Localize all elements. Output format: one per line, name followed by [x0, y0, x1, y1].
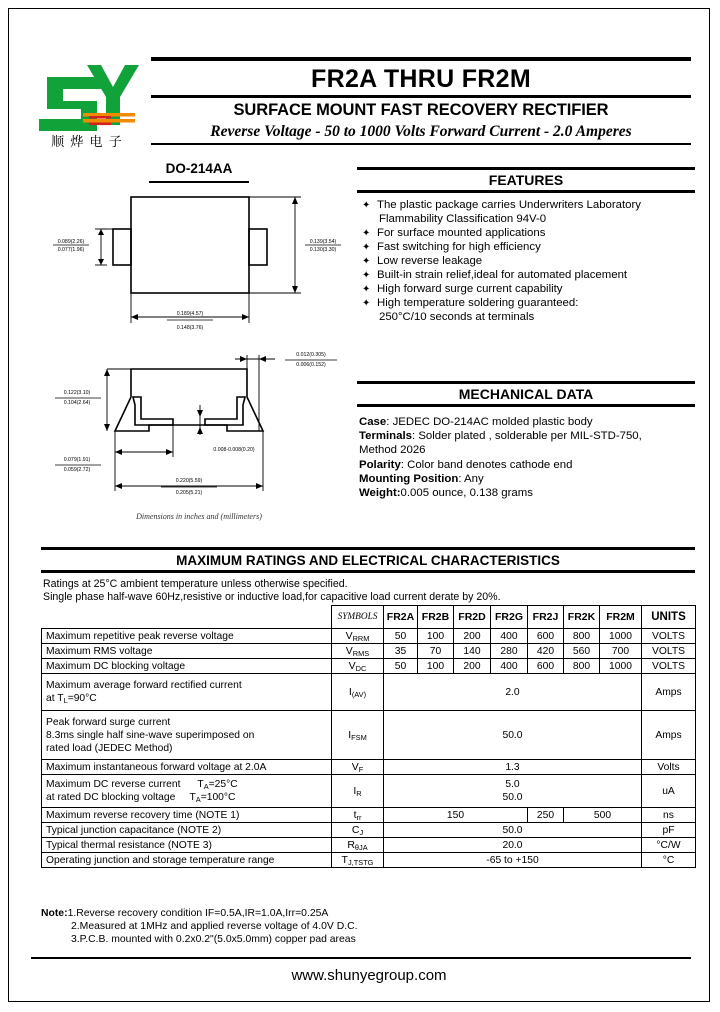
cell-value-span: 2.0: [384, 674, 642, 711]
ratings-conditions: [41, 573, 695, 608]
dim-bottom-lower: 0.148(3.76): [176, 325, 204, 331]
logo-chinese-name: 顺 烨 电 子: [51, 135, 123, 150]
ratings-condition-line1: Ratings at 25°C ambient temperature unless otherwise specified.: [43, 578, 348, 590]
table-row: [42, 711, 696, 760]
row-symbol: $I_R$: [332, 775, 384, 808]
mech-label: Case: [359, 416, 387, 428]
cell-value: 400: [491, 629, 528, 644]
cell-value-trr-group2: 250: [528, 808, 564, 823]
mech-value: Solder plated , solderable per MIL-STD-750,: [418, 430, 642, 443]
feature-item: [361, 297, 695, 324]
row-desc-line1: Peak forward surge current: [46, 716, 171, 728]
notes-label: Note:: [41, 908, 68, 919]
dim-thick-lower: 0.006(0.152): [296, 362, 326, 368]
cell-value: 100: [418, 629, 454, 644]
notes-section: [41, 907, 641, 947]
row-symbol: $t_{rr}$: [332, 808, 384, 823]
cell-value: 600: [528, 659, 564, 674]
row-symbol: $I_{(AV)}$: [332, 674, 384, 711]
cell-value: 200: [454, 629, 491, 644]
cell-value: 560: [564, 644, 600, 659]
col-header-fr2k: FR2K: [564, 606, 600, 629]
row-desc-line2: at rated DC blocking voltage $T_A=100^\circ C$: [46, 792, 236, 804]
package-name-underline: [149, 181, 249, 183]
footer-divider: [31, 957, 691, 959]
mech-value: 0.005 ounce, 0.138 grams: [400, 487, 533, 500]
package-side-view-drawing: [49, 339, 349, 514]
table-row: [42, 838, 696, 853]
mech-sep: :: [411, 430, 419, 443]
bullet-icon: ✦: [362, 227, 371, 239]
cell-value: 600: [528, 629, 564, 644]
cell-value-trr-group3: 500: [564, 808, 642, 823]
table-row: [42, 808, 696, 823]
mech-sep: :: [458, 472, 465, 485]
col-header-symbols: SYMBOLS: [332, 606, 384, 629]
cell-unit: Volts: [642, 760, 696, 775]
table-row: [42, 823, 696, 838]
table-row: [42, 775, 696, 808]
row-symbol: $R_{\theta JA}$: [332, 838, 384, 853]
cell-unit: uA: [642, 775, 696, 808]
mechanical-item-case: [359, 415, 695, 429]
cell-value: 420: [528, 644, 564, 659]
col-header-units: UNITS: [642, 606, 696, 629]
row-symbol: $T_{J,TSTG}$: [332, 853, 384, 868]
row-desc: [42, 674, 332, 711]
col-header-fr2g: FR2G: [491, 606, 528, 629]
page-header: [31, 57, 691, 157]
datasheet-page: [8, 8, 710, 1002]
ratings-heading: MAXIMUM RATINGS AND ELECTRICAL CHARACTERISTICS: [176, 553, 560, 568]
mech-sep: :: [400, 458, 408, 471]
feature-text: The plastic package carries Underwriters Laboratory: [377, 199, 641, 211]
bullet-icon: ✦: [362, 269, 371, 281]
row-desc-line1: Maximum DC reverse current $T_A=25^\circ C$: [46, 779, 238, 791]
dim-thick-upper: 0.012(0.305): [296, 352, 326, 358]
row-desc: Maximum instantaneous forward voltage at 2.0A: [42, 760, 332, 775]
cell-value-span: 50.0: [384, 711, 642, 760]
cell-unit: ns: [642, 808, 696, 823]
cell-unit: Amps: [642, 674, 696, 711]
mech-label: Weight:: [359, 487, 401, 500]
features-section: [357, 167, 695, 325]
features-list: [357, 193, 695, 324]
mech-label: Polarity: [359, 458, 401, 471]
row-desc: Maximum RMS voltage: [42, 644, 332, 659]
table-row: [42, 853, 696, 868]
cell-value-span: 1.3: [384, 760, 642, 775]
cell-unit: Amps: [642, 711, 696, 760]
mechanical-item-polarity: [359, 458, 695, 472]
feature-text-cont: Flammability Classification 94V-0: [379, 212, 547, 225]
cell-unit: °C: [642, 853, 696, 868]
table-header-row: [42, 606, 696, 629]
cell-value: 700: [600, 644, 642, 659]
feature-item: [361, 227, 695, 241]
cell-value: 70: [418, 644, 454, 659]
note-1: 1.Reverse recovery condition IF=0.5A,IR=1.0A,Irr=0.25A: [67, 908, 329, 919]
feature-text: Built-in strain relief,ideal for automated placement: [377, 268, 628, 281]
feature-text: Low reverse leakage: [377, 254, 483, 267]
page-title: FR2A THRU FR2M: [311, 65, 531, 93]
dim-height-lower: 0.104(2.64): [63, 400, 91, 406]
feature-item: [361, 199, 695, 226]
row-symbol: $V_{DC}$: [332, 659, 384, 674]
mech-value-cont: Method 2026: [359, 444, 426, 457]
mech-value: JEDEC DO-214AC molded plastic body: [392, 416, 593, 428]
feature-text: High forward surge current capability: [377, 283, 563, 296]
feature-text: Fast switching for high efficiency: [377, 240, 541, 253]
table-row: [42, 629, 696, 644]
cell-unit: °C/W: [642, 838, 696, 853]
header-rule-bottom: [151, 143, 691, 145]
cell-value: 140: [454, 644, 491, 659]
dim-right-upper: 0.139(3.54): [309, 239, 337, 245]
package-top-view-drawing: [49, 189, 349, 339]
cell-value-span: 50.0: [384, 823, 642, 838]
dim-foot-upper: 0.079(1.91): [63, 457, 91, 463]
company-logo: [31, 59, 143, 157]
feature-text-cont: 250°C/10 seconds at terminals: [379, 310, 535, 323]
col-header-fr2b: FR2B: [418, 606, 454, 629]
feature-item: [361, 241, 695, 255]
page-subtitle: SURFACE MOUNT FAST RECOVERY RECTIFIER: [233, 101, 609, 119]
cell-value-span: [384, 775, 642, 808]
table-row: [42, 760, 696, 775]
footer-website[interactable]: www.shunyegroup.com: [291, 967, 447, 984]
feature-item: [361, 269, 695, 283]
dim-bottom-upper: 0.189(4.57): [176, 311, 204, 317]
row-desc: [42, 775, 332, 808]
row-symbol: $V_F$: [332, 760, 384, 775]
feature-text: High temperature soldering guaranteed:: [377, 297, 579, 310]
bullet-icon: ✦: [362, 200, 371, 211]
mechanical-item-terminals: [359, 429, 695, 457]
mech-label: Mounting Position: [359, 472, 459, 485]
table-row: [42, 659, 696, 674]
note-2: 2.Measured at 1MHz and applied reverse voltage of 4.0V D.C.: [71, 921, 358, 933]
package-name: DO-214AA: [165, 161, 233, 176]
row-symbol: $V_{RMS}$: [332, 644, 384, 659]
cell-value-trr-group1: 150: [384, 808, 528, 823]
mech-value: Color band denotes cathode end: [407, 458, 573, 471]
cell-value: 1000: [600, 659, 642, 674]
cell-value: 200: [454, 659, 491, 674]
cell-value: 1000: [600, 629, 642, 644]
dim-length-upper: 0.220(5.59): [175, 478, 203, 484]
row-desc-line1: Maximum average forward rectified current: [46, 680, 242, 691]
cell-value: 50: [384, 629, 418, 644]
bullet-icon: ✦: [362, 241, 371, 253]
row-desc: Maximum reverse recovery time (NOTE 1): [42, 808, 332, 823]
row-symbol: $V_{RRM}$: [332, 629, 384, 644]
cell-unit: pF: [642, 823, 696, 838]
mechanical-data-section: [357, 381, 695, 500]
note-3: 3.P.C.B. mounted with 0.2x0.2"(5.0x5.0mm) copper pad areas: [71, 934, 356, 946]
mech-label: Terminals: [359, 430, 412, 443]
mechanical-item-weight: [359, 486, 695, 500]
mechanical-list: [357, 407, 695, 500]
dim-foot-lower: 0.059(2.72): [63, 467, 91, 473]
ratings-condition-line2: Single phase half-wave 60Hz,resistive or inductive load,for capacitive load current derate by 20%.: [43, 590, 501, 603]
cell-unit: VOLTS: [642, 659, 696, 674]
dim-length-lower: 0.205(5.21): [175, 490, 203, 496]
row-desc: Maximum repetitive peak reverse voltage: [42, 629, 332, 644]
row-desc: Typical junction capacitance (NOTE 2): [42, 823, 332, 838]
features-heading: FEATURES: [488, 172, 564, 188]
cell-value: 100: [418, 659, 454, 674]
col-header-fr2m: FR2M: [600, 606, 642, 629]
dim-height-upper: 0.122(3.10): [63, 390, 91, 396]
row-desc-line3: rated load (JEDEC Method): [46, 742, 173, 754]
dim-left-lower: 0.077(1.96): [57, 247, 85, 253]
mechanical-item-mounting: [359, 472, 695, 486]
bullet-icon: ✦: [362, 298, 371, 310]
cell-value: 800: [564, 629, 600, 644]
mech-value: Any: [464, 472, 484, 485]
cell-value-span: 20.0: [384, 838, 642, 853]
cell-value-a: 5.0: [505, 779, 520, 790]
cell-unit: VOLTS: [642, 629, 696, 644]
row-symbol: $I_{FSM}$: [332, 711, 384, 760]
cell-value-b: 50.0: [502, 792, 523, 803]
cell-value-span: -65 to +150: [384, 853, 642, 868]
ratings-header: [41, 547, 695, 608]
cell-value: 50: [384, 659, 418, 674]
cell-value: 280: [491, 644, 528, 659]
mechanical-heading: MECHANICAL DATA: [458, 386, 594, 402]
row-symbol: $C_J$: [332, 823, 384, 838]
row-desc: Typical thermal resistance (NOTE 3): [42, 838, 332, 853]
specifications-table: [41, 605, 696, 868]
dim-right-lower: 0.130(3.30): [309, 247, 337, 253]
header-text-block: [151, 57, 691, 145]
row-desc-line2: 8.3ms single half sine-wave superimposed on: [46, 729, 255, 741]
dim-left-upper: 0.089(2.26): [57, 239, 85, 245]
col-header-fr2a: FR2A: [384, 606, 418, 629]
cell-unit: VOLTS: [642, 644, 696, 659]
col-header-fr2d: FR2D: [454, 606, 491, 629]
page-tagline: Reverse Voltage - 50 to 1000 Volts Forward Current - 2.0 Amperes: [210, 123, 632, 140]
feature-text: For surface mounted applications: [377, 226, 546, 239]
cell-value: 400: [491, 659, 528, 674]
bullet-icon: ✦: [362, 255, 371, 267]
col-header-fr2j: FR2J: [528, 606, 564, 629]
table-row: [42, 644, 696, 659]
row-desc: Maximum DC blocking voltage: [42, 659, 332, 674]
feature-item: [361, 255, 695, 269]
dim-gap: 0.008-0.008(0.20): [213, 447, 255, 453]
mech-sep: :: [386, 416, 393, 428]
dimensions-note: Dimensions in inches and (millimeters): [136, 512, 262, 521]
cell-value: 800: [564, 659, 600, 674]
row-desc-line2: at $T_L=90^\circ C$: [46, 693, 97, 705]
cell-value: 35: [384, 644, 418, 659]
table-row: [42, 674, 696, 711]
bullet-icon: ✦: [362, 284, 371, 296]
row-desc: Operating junction and storage temperature range: [42, 853, 332, 868]
row-desc: [42, 711, 332, 760]
feature-item: [361, 283, 695, 297]
